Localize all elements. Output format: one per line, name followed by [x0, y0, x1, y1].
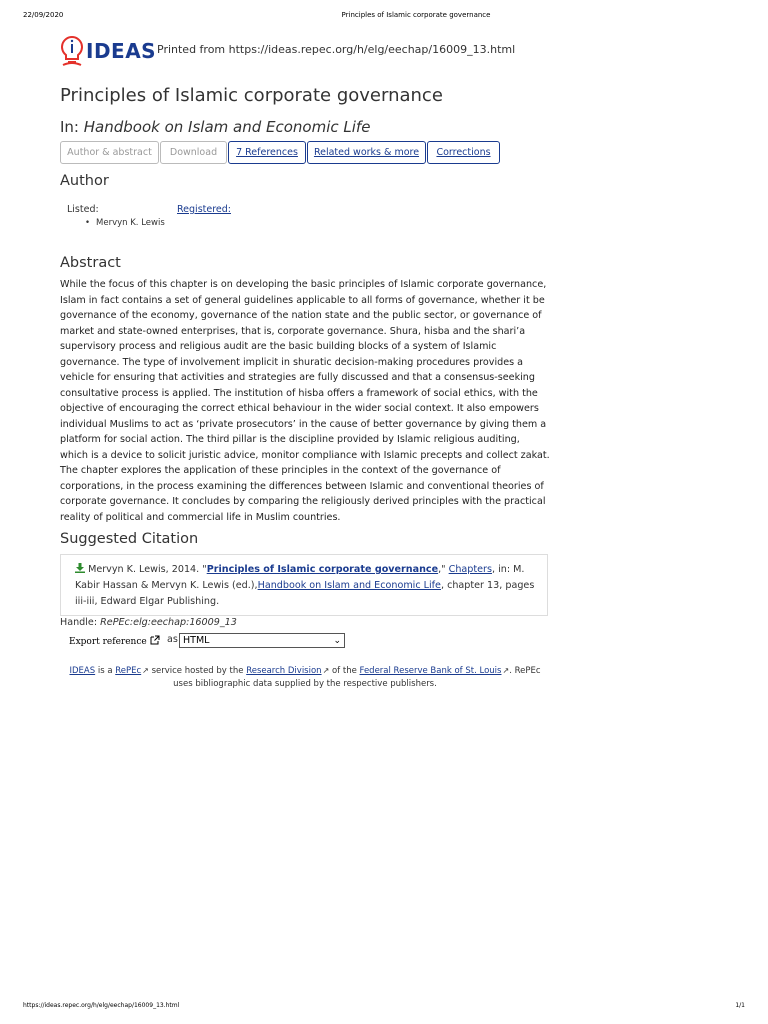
lightbulb-logo-icon — [60, 35, 84, 67]
repec-link[interactable]: RePEc — [115, 666, 142, 676]
download-icon[interactable] — [75, 563, 85, 573]
abstract-heading: Abstract — [60, 255, 121, 271]
print-title: Principles of Islamic corporate governance — [341, 11, 491, 19]
tab-download[interactable]: Download — [160, 141, 227, 164]
tab-bar — [60, 141, 501, 164]
in-book-title: Handbook on Islam and Economic Life — [83, 118, 371, 136]
author-heading: Author — [60, 173, 109, 189]
print-footer-url: https://ideas.repec.org/h/elg/eechap/16009_13.html — [23, 1002, 180, 1009]
research-division-link[interactable]: Research Division — [246, 666, 322, 676]
printed-from-url: Printed from https://ideas.repec.org/h/elg/eechap/16009_13.html — [157, 43, 516, 56]
in-prefix: In: — [60, 118, 79, 136]
external-link-icon — [150, 635, 160, 645]
as-label: as — [167, 634, 178, 645]
abstract-text: While the focus of this chapter is on developing the basic principles of Islamic corporate governance, Islam in fact contains a set of general guidelines applicable to all forms of governance, whether it be governance of the economy, governance of the nation state and the public sector, or governance of market and state-owned enterprises, that is, corporate governance. Shura, hisba and the shari’a supervisory process and religious audit are the basic building blocks of a system of Islamic governance. The type of involvement implicit in shuratic decision-making procedures provides a vehicle for ensuring that activities and strategies are fully discussed and that a consensus-seeking consultative process is applied. The institution of hisba offers a framework of social ethics, with the objective of encouraging the correct ethical behaviour in the wider social context. It also empowers individual Muslims to act as ‘private prosecutors’ in the cause of better governance by giving them a platform for social action. The third pillar is the discipline provided by Islamic religious auditing, which is a device to solicit juristic advice, monitor compliance with Islamic precepts and collect zakat. The chapter explores the application of these principles in the context of the governance of corporations, in the process examining the differences between Islamic and conventional theories of corporate governance. It concludes by comparing the religiously derived principles with the practical reality of political and commercial life in Muslim countries. — [60, 279, 550, 523]
handle-label: Handle: — [60, 617, 98, 628]
print-date: 22/09/2020 — [23, 11, 64, 19]
handle-line — [60, 617, 237, 628]
export-format-select[interactable] — [179, 633, 345, 648]
citation-title-link[interactable]: Principles of Islamic corporate governance — [206, 564, 439, 575]
site-footer: IDEAS is a RePEc↗ service hosted by the Research Division↗ of the Federal Reserve Bank of St. Louis↗. RePEc uses bibliographic data supplied by the respective publishers. — [69, 666, 541, 689]
citation-after-title: ," — [438, 564, 449, 575]
registered-link[interactable]: Registered: — [177, 204, 231, 215]
in-book-line — [60, 118, 370, 136]
citation-heading: Suggested Citation — [60, 531, 199, 547]
export-format-value: HTML — [183, 635, 210, 646]
page-title: Principles of Islamic corporate governance — [60, 85, 443, 106]
tab-related-works[interactable]: Related works & more — [307, 141, 426, 164]
chapters-link[interactable]: Chapters — [448, 564, 492, 575]
chevron-down-icon: ⌄ — [333, 636, 341, 646]
handle-value: RePEc:elg:eechap:16009_13 — [100, 617, 237, 628]
author-list-item: • Mervyn K. Lewis — [85, 218, 165, 228]
citation-suffix: , chapter 13, pages iii-iii, Edward Elgar Publishing. — [75, 580, 535, 607]
external-link-icon: ↗ — [502, 666, 510, 675]
tab-references[interactable]: 7 References — [228, 141, 306, 164]
citation-text — [75, 562, 537, 610]
citation-prefix: Mervyn K. Lewis, 2014. " — [88, 564, 207, 575]
logo-text: IDEAS — [86, 39, 157, 63]
external-link-icon: ↗ — [142, 666, 149, 675]
export-reference-button[interactable]: Export reference — [69, 635, 160, 647]
book-link[interactable]: Handbook on Islam and Economic Life — [257, 580, 441, 591]
external-link-icon: ↗ — [322, 666, 330, 675]
ideas-link[interactable]: IDEAS — [69, 666, 96, 676]
citation-middle: , in: M. Kabir Hassan & Mervyn K. Lewis (ed.), — [75, 564, 525, 591]
ideas-logo[interactable] — [60, 35, 156, 67]
print-page-number: 1/1 — [735, 1002, 745, 1009]
tab-corrections[interactable]: Corrections — [427, 141, 500, 164]
fed-stlouis-link[interactable]: Federal Reserve Bank of St. Louis — [359, 666, 502, 676]
listed-label: Listed: — [67, 204, 99, 215]
tab-author-abstract[interactable]: Author & abstract — [60, 141, 159, 164]
